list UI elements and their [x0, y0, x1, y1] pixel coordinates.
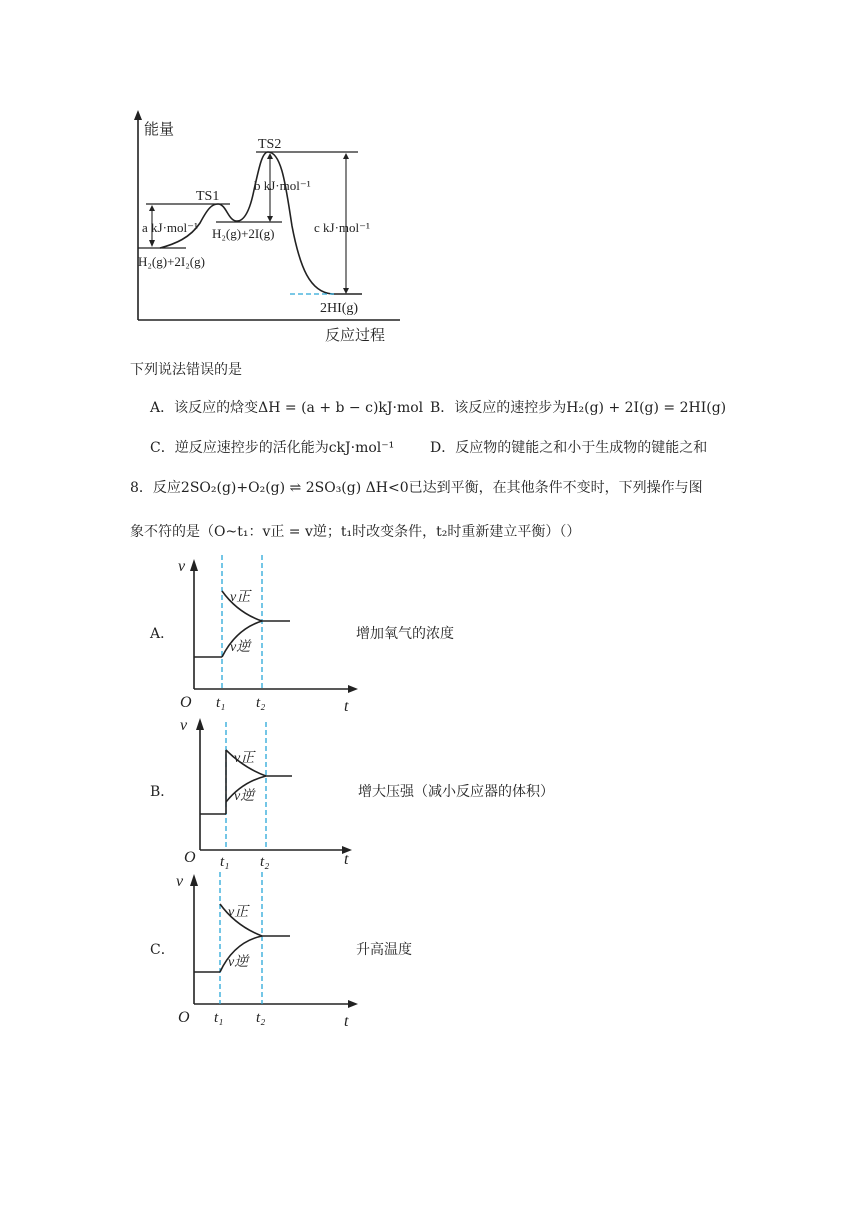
q7-option-b — [430, 398, 726, 418]
q8-graph-b — [170, 712, 370, 872]
option-text: 该反应的速控步为H₂(g) + 2I(g) = 2HI(g) — [454, 400, 727, 416]
q8-option-a-desc: 增加氧气的浓度 — [356, 626, 454, 642]
v-reverse-label: v逆 — [230, 640, 251, 655]
y-axis-arrow — [190, 559, 198, 571]
q7-option-d — [430, 438, 707, 458]
t-axis-label: t — [344, 698, 349, 715]
q8-stem-line1: 8．反应2SO₂(g)+O₂(g) ⇌ 2SO₃(g) ΔH<0已达到平衡，在其他条件不变时，下列操作与图 — [130, 480, 703, 496]
y-axis-arrow — [134, 110, 142, 120]
q7-prompt: 下列说法错误的是 — [130, 362, 242, 378]
energy-profile-diagram — [120, 108, 420, 346]
option-letter: C． — [150, 440, 175, 456]
c-arrow-tail — [343, 153, 349, 159]
v-forward-label: v正 — [230, 590, 251, 605]
ts1-label: TS1 — [196, 189, 220, 204]
t-axis-label: t — [344, 1013, 349, 1030]
option-letter: D． — [430, 440, 456, 456]
t2-label: t₂ — [256, 1010, 266, 1026]
t1-label: t₁ — [214, 1010, 224, 1026]
option-text: 逆反应速控步的活化能为ckJ·mol⁻¹ — [174, 440, 395, 456]
b-label: b kJ·mol⁻¹ — [254, 178, 311, 193]
product-label: 2HI(g) — [320, 301, 359, 316]
y-axis-arrow — [196, 718, 204, 730]
t2-label: t₂ — [256, 695, 266, 711]
option-letter: B． — [430, 400, 455, 416]
v-forward-label: v正 — [234, 751, 255, 766]
c-arrow-head — [343, 288, 349, 294]
v-reverse-label: v逆 — [228, 955, 249, 970]
reactant-label: H₂(g)+2I₂(g) — [138, 254, 205, 269]
option-text: 该反应的焓变ΔH = (a + b − c)kJ·mol — [174, 400, 424, 416]
q8-option-b-desc: 增大压强（减小反应器的体积） — [358, 784, 554, 800]
t-axis-label: t — [344, 851, 349, 868]
origin-label: O — [184, 849, 196, 866]
q7-option-a — [150, 398, 423, 418]
q8-graph-c — [168, 868, 368, 1030]
a-label: a kJ·mol⁻¹ — [142, 220, 198, 235]
v-axis-label: v — [176, 873, 184, 890]
t1-label: t₁ — [216, 695, 226, 711]
q8-option-c-letter: C． — [150, 942, 175, 958]
q8-option-a-letter: A． — [150, 626, 175, 642]
t2-label: t₂ — [260, 854, 270, 870]
c-label: c kJ·mol⁻¹ — [314, 220, 370, 235]
origin-label: O — [180, 694, 192, 711]
q7-option-c — [150, 438, 394, 458]
v-axis-label: v — [180, 717, 188, 734]
q8-option-b-letter: B． — [150, 784, 175, 800]
q8-stem-line2: 象不符的是（O~t₁：v正 = v逆；t₁时改变条件，t₂时重新建立平衡）（） — [130, 524, 581, 540]
b-arrow-head — [267, 216, 273, 222]
y-axis-arrow — [190, 874, 198, 886]
origin-label: O — [178, 1009, 190, 1026]
option-text: 反应物的键能之和小于生成物的键能之和 — [455, 440, 708, 456]
x-axis-arrow — [348, 1000, 358, 1008]
q8-graph-a — [168, 555, 368, 715]
a-arrow-head — [149, 240, 155, 247]
q8-option-c-desc: 升高温度 — [356, 942, 412, 958]
v-axis-label: v — [178, 558, 186, 575]
ts2-label: TS2 — [258, 137, 282, 152]
v-reverse-label: v逆 — [234, 789, 255, 804]
a-arrow-tail — [149, 205, 155, 211]
x-axis-arrow — [348, 685, 358, 693]
y-axis-label: 能量 — [144, 122, 175, 138]
x-axis-label: 反应过程 — [325, 328, 386, 344]
intermediate-label: H₂(g)+2I(g) — [212, 226, 275, 241]
t1-label: t₁ — [220, 854, 230, 870]
v-forward-label: v正 — [228, 905, 249, 920]
option-letter: A． — [150, 400, 175, 416]
